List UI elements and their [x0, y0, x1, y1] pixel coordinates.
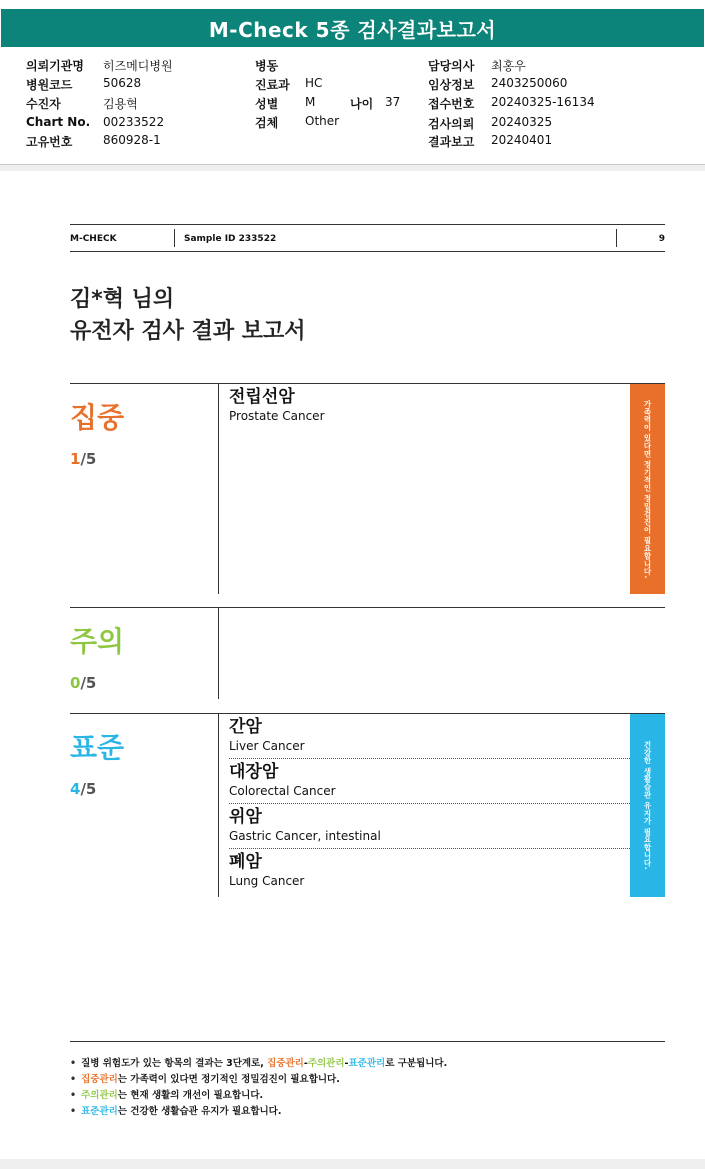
item-english-name: Gastric Cancer, intestinal [229, 829, 381, 843]
hospital-value: 히즈메디병원 [103, 59, 173, 73]
greeting [70, 284, 306, 348]
footnote-text: 질병 위험도가 있는 항목의 결과는 3단계로, [81, 1058, 268, 1069]
dept-label: 진료과 [255, 78, 290, 92]
standard-title: 표준 [70, 731, 125, 764]
request-value: 20240325 [491, 115, 553, 129]
focus-key: 집중관리 [81, 1074, 118, 1085]
focus-key: 집중관리 [267, 1058, 304, 1069]
standard-count-value: 4 [70, 780, 81, 798]
result-label: 결과보고 [428, 135, 475, 149]
caution-key: 주의관리 [81, 1090, 118, 1101]
page-header [70, 224, 665, 252]
item-korean-name: 전립선암 [229, 387, 295, 407]
sex-label: 성별 [255, 97, 279, 111]
item-korean-name: 대장암 [229, 762, 279, 782]
footnote-text: 는 현재 생활의 개선이 필요합니다. [117, 1090, 264, 1101]
standard-section [70, 713, 665, 896]
header-sample-id: Sample ID 233522 [184, 234, 277, 244]
item-english-name: Prostate Cancer [229, 409, 325, 423]
unique-value: 860928-1 [103, 133, 161, 147]
header-divider [616, 229, 617, 247]
hospital-code-value: 50628 [103, 76, 142, 90]
patient-value: 김용혁 [103, 97, 138, 111]
header-page-number: 9 [658, 234, 665, 244]
result-value: 20240401 [491, 133, 553, 147]
doctor-value: 최홍우 [491, 59, 526, 73]
footnote-text: 로 구분됩니다. [385, 1058, 448, 1069]
age-value: 37 [385, 95, 401, 109]
caution-count-total: /5 [80, 674, 97, 692]
footnote-text: 는 가족력이 있다면 정기적인 정밀검진이 필요합니다. [117, 1074, 340, 1085]
focus-section [70, 383, 665, 593]
header-divider [174, 229, 175, 247]
doctor-label: 담당의사 [428, 59, 475, 73]
footnote-4 [70, 1104, 665, 1120]
footnote-2 [70, 1072, 665, 1088]
focus-count-value: 1 [70, 450, 81, 468]
receipt-value: 20240325-16134 [491, 95, 595, 109]
caution-count-value: 0 [70, 674, 81, 692]
list-item [229, 849, 630, 894]
unique-label: 고유번호 [26, 135, 73, 149]
clinical-label: 임상정보 [428, 78, 475, 92]
list-item [229, 804, 630, 849]
sex-value: M [305, 95, 316, 109]
clinical-value: 2403250060 [491, 76, 568, 90]
caution-key: 주의관리 [307, 1058, 345, 1069]
item-korean-name: 폐암 [229, 852, 262, 872]
chart-label: Chart No. [26, 115, 91, 129]
standard-key: 표준관리 [81, 1106, 118, 1117]
patient-label: 수진자 [26, 97, 61, 111]
footnote-3 [70, 1088, 665, 1104]
list-item [229, 714, 630, 759]
ward-label: 병동 [255, 59, 279, 73]
standard-items [229, 714, 630, 894]
focus-title: 집중 [70, 401, 125, 434]
hospital-code-label: 병원코드 [26, 78, 73, 92]
standard-count-total: /5 [80, 780, 97, 798]
dash: - [344, 1058, 349, 1069]
focus-count-total: /5 [80, 450, 97, 468]
chart-value: 00233522 [103, 115, 165, 129]
bullet-icon: • [70, 1106, 77, 1117]
standard-note-band [630, 714, 665, 897]
specimen-value: Other [305, 114, 340, 128]
bullet-icon: • [70, 1074, 77, 1085]
section-divider [218, 608, 219, 699]
bullet-icon: • [70, 1058, 77, 1069]
footnotes [70, 1041, 665, 1120]
page-gap-top [0, 165, 705, 171]
age-label: 나이 [350, 97, 374, 111]
footnote-text: 는 건강한 생활습관 유지가 필요합니다. [117, 1106, 282, 1117]
section-divider [218, 384, 219, 594]
footnote-1 [70, 1056, 665, 1072]
specimen-label: 검체 [255, 116, 279, 130]
greeting-title: 유전자 검사 결과 보고서 [70, 319, 306, 344]
focus-items [229, 384, 630, 429]
caution-title: 주의 [70, 625, 125, 658]
focus-note: 가족력이 있다면 정기적인 정밀검진이 필요합니다. [643, 399, 652, 579]
item-english-name: Liver Cancer [229, 739, 305, 753]
standard-key: 표준관리 [348, 1058, 386, 1069]
focus-count [70, 450, 96, 468]
item-korean-name: 간암 [229, 717, 262, 737]
page-gap-bottom [0, 1159, 705, 1169]
item-korean-name: 위암 [229, 807, 262, 827]
patient-info-panel [0, 52, 705, 164]
dash: - [303, 1058, 308, 1069]
item-english-name: Colorectal Cancer [229, 784, 336, 798]
list-item [229, 384, 630, 429]
dept-value: HC [305, 76, 323, 90]
report-title: M-Check 5종 검사결과보고서 [1, 9, 704, 47]
receipt-label: 접수번호 [428, 97, 475, 111]
greeting-name: 김*혁 님의 [70, 287, 175, 312]
bullet-icon: • [70, 1090, 77, 1101]
standard-count [70, 780, 96, 798]
focus-note-band [630, 384, 665, 594]
standard-note: 건강한 생활습관 유지가 필요합니다. [643, 741, 652, 870]
item-english-name: Lung Cancer [229, 874, 305, 888]
request-label: 검사의뢰 [428, 117, 475, 131]
caution-count [70, 674, 96, 692]
header-brand: M-CHECK [70, 234, 117, 244]
section-divider [218, 714, 219, 897]
caution-section [70, 607, 665, 698]
hospital-label: 의뢰기관명 [26, 59, 84, 73]
list-item [229, 759, 630, 804]
